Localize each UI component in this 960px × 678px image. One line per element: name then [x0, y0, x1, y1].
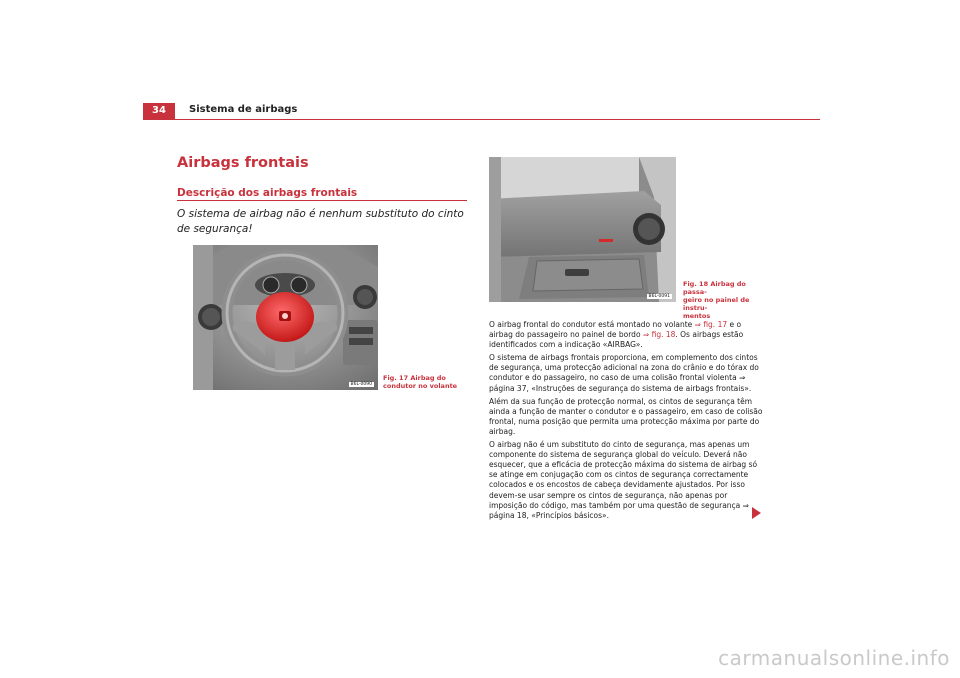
figure-17-code: B6L-0090	[350, 382, 372, 387]
running-title: Sistema de airbags	[189, 104, 298, 115]
figure-18-caption-line3: mentos	[683, 312, 711, 320]
body-text	[489, 320, 767, 524]
paragraph-1-part-b: e o airbag do passageiro no painel de bordo	[489, 320, 742, 340]
fig-17-link[interactable]: ⇒ fig. 17	[694, 320, 728, 329]
fig-18-link[interactable]: ⇒ fig. 18	[642, 330, 676, 340]
subsection-rule	[177, 200, 467, 201]
paragraph-3: Além da sua função de protecção normal, os cintos de segurança têm ainda a função de manter o condutor e o passageiro, em caso de colisão frontal, numa posição que permita uma protecção máxima por parte do airbag.	[489, 396, 763, 436]
lead-text: O sistema de airbag não é nenhum substituto do cinto de segurança!	[177, 208, 464, 235]
paragraph-1-part-a: O airbag frontal do condutor está montado no volante	[489, 320, 695, 329]
section-title: Airbags frontais	[177, 155, 309, 171]
figure-17-steering-wheel	[193, 245, 378, 390]
page-number: 34	[143, 103, 175, 119]
figure-18-dashboard	[489, 157, 676, 302]
figure-17-caption-line2: condutor no volante	[383, 382, 458, 390]
paragraph-1-part-c: . Os airbags estão identificados com a indicação «AIRBAG».	[489, 330, 744, 350]
subsection-title: Descrição dos airbags frontais	[177, 187, 358, 199]
figure-18-caption-line1: Fig. 18 Airbag do passa-	[683, 280, 746, 296]
watermark: carmanualsonline.info	[718, 646, 950, 670]
dashboard-illustration	[489, 157, 676, 302]
next-page-arrow-icon[interactable]	[752, 507, 761, 519]
paragraph-4: O airbag não é um substituto do cinto de segurança, mas apenas um componente do sistema de segurança global do veículo. Deverá não esquecer, que a eficácia de protecção máxima do sistema de airbag só se atinge em conjugação com os cintos de segurança correctamente colocados e os encostos de cabeça devidamente ajustados. Por isso devem-se usar sempre os cintos de segurança, não apenas por imposição do código, mas também por uma questão de segurança ⇒ página 18, «Princípios básicos».	[489, 440, 758, 520]
figure-17-caption-line1: Fig. 17 Airbag do	[383, 374, 446, 382]
paragraph-2: O sistema de airbags frontais proporciona, em complemento dos cintos de segurança, uma protecção adicional na zona do crânio e do tórax do condutor e do passageiro, no caso de uma colisão frontal violenta ⇒ página 37, «Instruções de segurança do sistema de airbags frontais».	[489, 353, 759, 393]
header-rule	[143, 119, 820, 120]
steering-wheel-illustration	[193, 245, 378, 390]
figure-18-caption	[683, 280, 768, 320]
paragraph-1	[489, 320, 767, 350]
figure-17-caption	[383, 374, 463, 390]
figure-18-code: B6L-0091	[648, 294, 670, 299]
figure-18-caption-line2: geiro no painel de instru-	[683, 296, 750, 312]
